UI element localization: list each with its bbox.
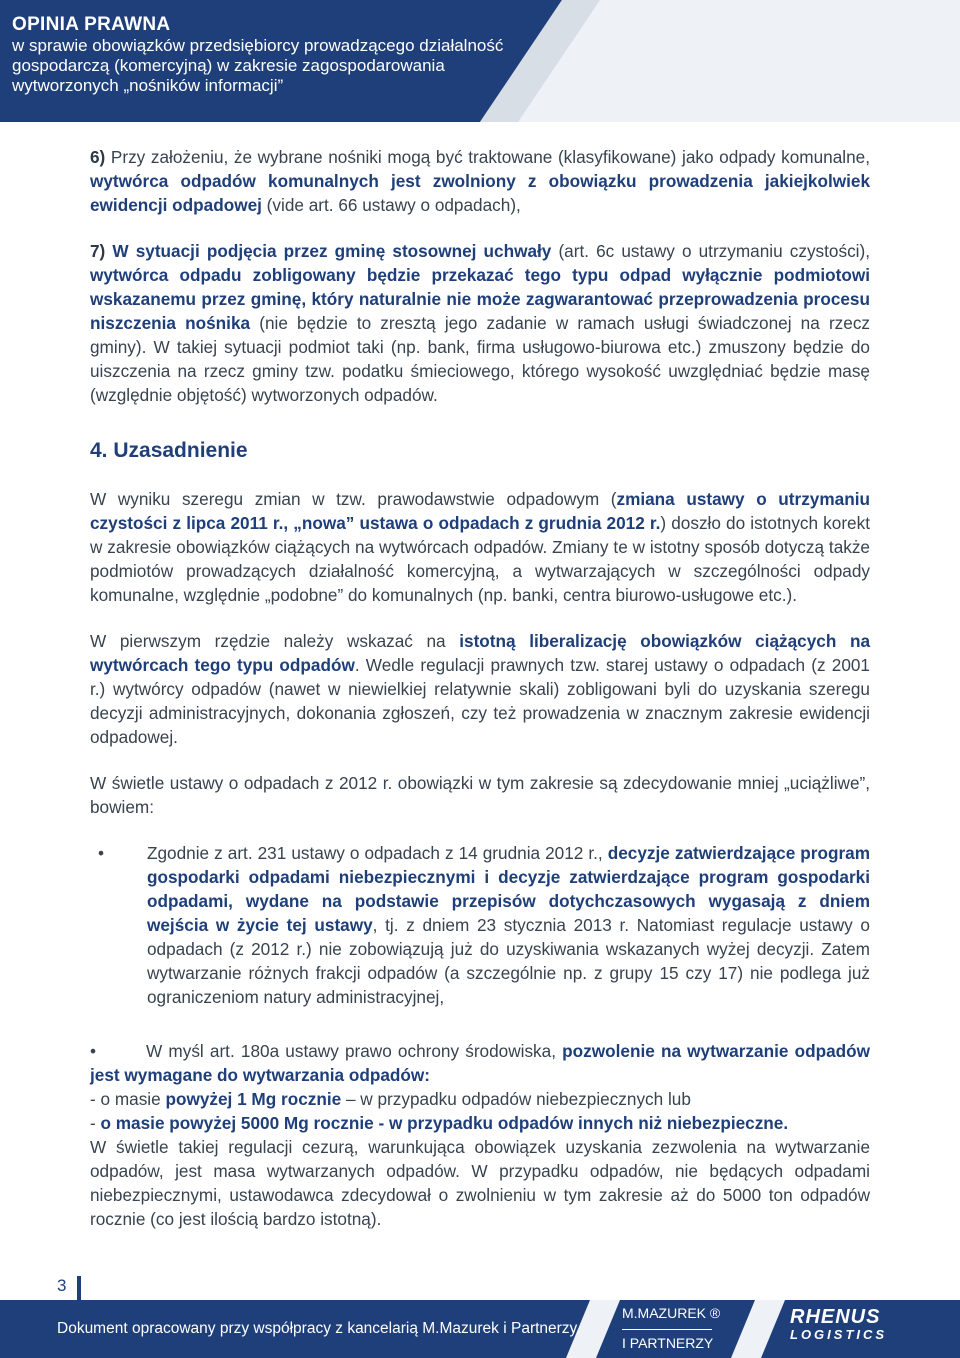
dash-1-prefix: - o masie [90, 1089, 166, 1109]
document-subtitle-line-1: w sprawie obowiązków przedsiębiorcy prowadzącego działalność [12, 36, 504, 55]
footer-text: Dokument opracowany przy współpracy z kancelarią M.Mazurek i Partnerzy. [57, 1320, 581, 1337]
document-title: OPINIA PRAWNA [12, 14, 171, 35]
page-number: 3 [57, 1276, 67, 1295]
list-item-6 [90, 145, 870, 217]
document-body [90, 145, 870, 1231]
paragraph-1-bold: zmiana ustawy o utrzymaniu czystości z lipca 2011 r., „nowa” ustawa o odpadach z grudnia 2012 r. [90, 489, 870, 533]
document-subtitle-line-2: gospodarczą (komercyjną) w zakresie zagospodarowania [12, 56, 445, 75]
mazurek-logo [622, 1306, 720, 1351]
item-7-bold: wytwórca odpadu zobligowany będzie przekazać tego typu odpad wyłącznie podmiotowi wskazanemu przez gminę, który naturalnie nie może zagwarantować przeprowadzenia procesu niszczenia nośnika [90, 265, 870, 333]
item-6-text-end: (vide art. 66 ustawy o odpadach), [261, 195, 521, 215]
bullet-2-bold: pozwolenie na wytwarzanie odpadów jest wymagane do wytwarzania odpadów: [90, 1041, 871, 1085]
item-7-number: 7) [90, 241, 106, 261]
paragraph-1 [90, 487, 870, 607]
paragraph-1-text: W wyniku szeregu zmian w tzw. prawodawstwie odpadowym ( [90, 489, 617, 509]
bullet-1-text-end: , tj. z dniem 23 stycznia 2013 r. Natomiast regulacje ustawy o odpadach (z 2012 r.) nie zobowiązują już do uzyskiwania wskazanych wyżej decyzji. Zatem wytwarzanie różnych frakcji odpadów (a szczególnie np. z grupy 15 czy 17) nie podlega już ograniczeniom natury administracyjnej, [147, 915, 870, 1007]
paragraph-3: W świetle ustawy o odpadach z 2012 r. obowiązki w tym zakresie są zdecydowanie mniej „uciążliwe”, bowiem: [90, 773, 870, 817]
bullet-2-text: W myśl art. 180a ustawy prawo ochrony środowiska, [146, 1041, 563, 1061]
bullet-item-2 [90, 1039, 870, 1231]
mazurek-logo-line-1: M.MAZUREK ® [622, 1305, 721, 1321]
dash-1-text: – w przypadku odpadów niebezpiecznych lub [341, 1089, 691, 1109]
bullet-1-text: Zgodnie z art. 231 ustawy o odpadach z 14 grudnia 2012 r., [147, 843, 608, 863]
dash-2-bold: o masie powyżej 5000 Mg rocznie - w przypadku odpadów innych niż niebezpieczne. [100, 1113, 789, 1133]
header-text [12, 14, 552, 96]
paragraph-2-text-end: . Wedle regulacji prawnych tzw. starej ustawy o odpadach (z 2001 r.) wytwórcy odpadów (nawet w niewielkiej relatywnie skali) zobligowani byli do uzyskania szeregu decyzji administracyjnych, dokonania zgłoszeń, czy też prowadzenia w znacznym zakresie ewidencji odpadowej. [90, 655, 870, 747]
rhenus-logo-line-1: RHENUS [790, 1306, 881, 1328]
dash-1-bold: powyżej 1 Mg rocznie [165, 1089, 342, 1109]
item-6-text: Przy założeniu, że wybrane nośniki mogą być traktowane (klasyfikowane) jako odpady komunalne, [105, 147, 870, 167]
page-header [0, 0, 960, 122]
item-6-number: 6) [90, 147, 106, 167]
item-7-text: (art. 6c ustawy o utrzymaniu czystości), [551, 241, 870, 261]
paragraph-1-text-end: ) doszło do istotnych korekt w zakresie obowiązków ciążących na wytwórcach odpadów. Zmiany te w istotny sposób dotyczą także podmiotów prowadzących działalność komercyjną, a wytwarzających w szczególności odpady komunalne, względnie „podobne” do komunalnych (np. banki, centra biurowo-usługowe etc.). [90, 513, 870, 605]
dash-item-2 [90, 1111, 870, 1135]
dash-2-prefix: - [90, 1113, 101, 1133]
mazurek-logo-line-2: I PARTNERZY [622, 1335, 714, 1351]
list-item-7 [90, 239, 870, 407]
section-heading: 4. Uzasadnienie [90, 439, 248, 462]
rhenus-logo-line-2: LOGISTICS [790, 1327, 888, 1342]
document-subtitle-line-3: wytworzonych „nośników informacji” [12, 76, 284, 95]
item-7-bold-lead: W sytuacji podjęcia przez gminę stosownej uchwały [105, 241, 552, 261]
rhenus-logo [790, 1308, 887, 1344]
paragraph-2 [90, 629, 870, 749]
bullet-dot-1: • [98, 843, 105, 863]
paragraph-2-text: W pierwszym rzędzie należy wskazać na [90, 631, 460, 651]
item-6-bold: wytwórca odpadów komunalnych jest zwolniony z obowiązku prowadzenia jakiejkolwiek ewidencji odpadowej [90, 171, 870, 215]
paragraph-2-bold: istotną liberalizację obowiązków ciążących na wytwórcach tego typu odpadów [90, 631, 871, 675]
bullet-2-conclusion: W świetle takiej regulacji cezurą, warunkująca obowiązek uzyskania zezwolenia na wytwarzanie odpadów, jest masa wytwarzanych odpadów. W przypadku odpadów, nie będących odpadami niebezpiecznymi, ustawodawca zdecydował o zwolnieniu w tym zakresie aż do 5000 ton odpadów rocznie (co jest ilością bardzo istotną). [90, 1137, 870, 1229]
bullet-1-bold: decyzje zatwierdzające program gospodarki odpadami niebezpiecznymi i decyzje zatwierdzające program gospodarki odpadami, wydane na podstawie przepisów dotychczasowych wygasają z dniem wejścia w życie tej ustawy [147, 843, 870, 935]
bullet-dot-2: • [90, 1041, 97, 1061]
bullet-item-1 [90, 841, 870, 1009]
dash-item-1 [90, 1087, 870, 1111]
item-7-text-end: (nie będzie to zresztą jego zadanie w ramach usługi świadczonej na rzecz gminy). W takiej sytuacji podmiot taki (np. bank, firma usługowo-biurowa etc.) zmuszony będzie do uiszczenia na rzecz gminy tzw. podatku śmieciowego, którego wysokość uwzględniać będzie masę (względnie objętość) wytworzonych odpadów. [90, 313, 871, 405]
page-number-bar [77, 1276, 81, 1302]
